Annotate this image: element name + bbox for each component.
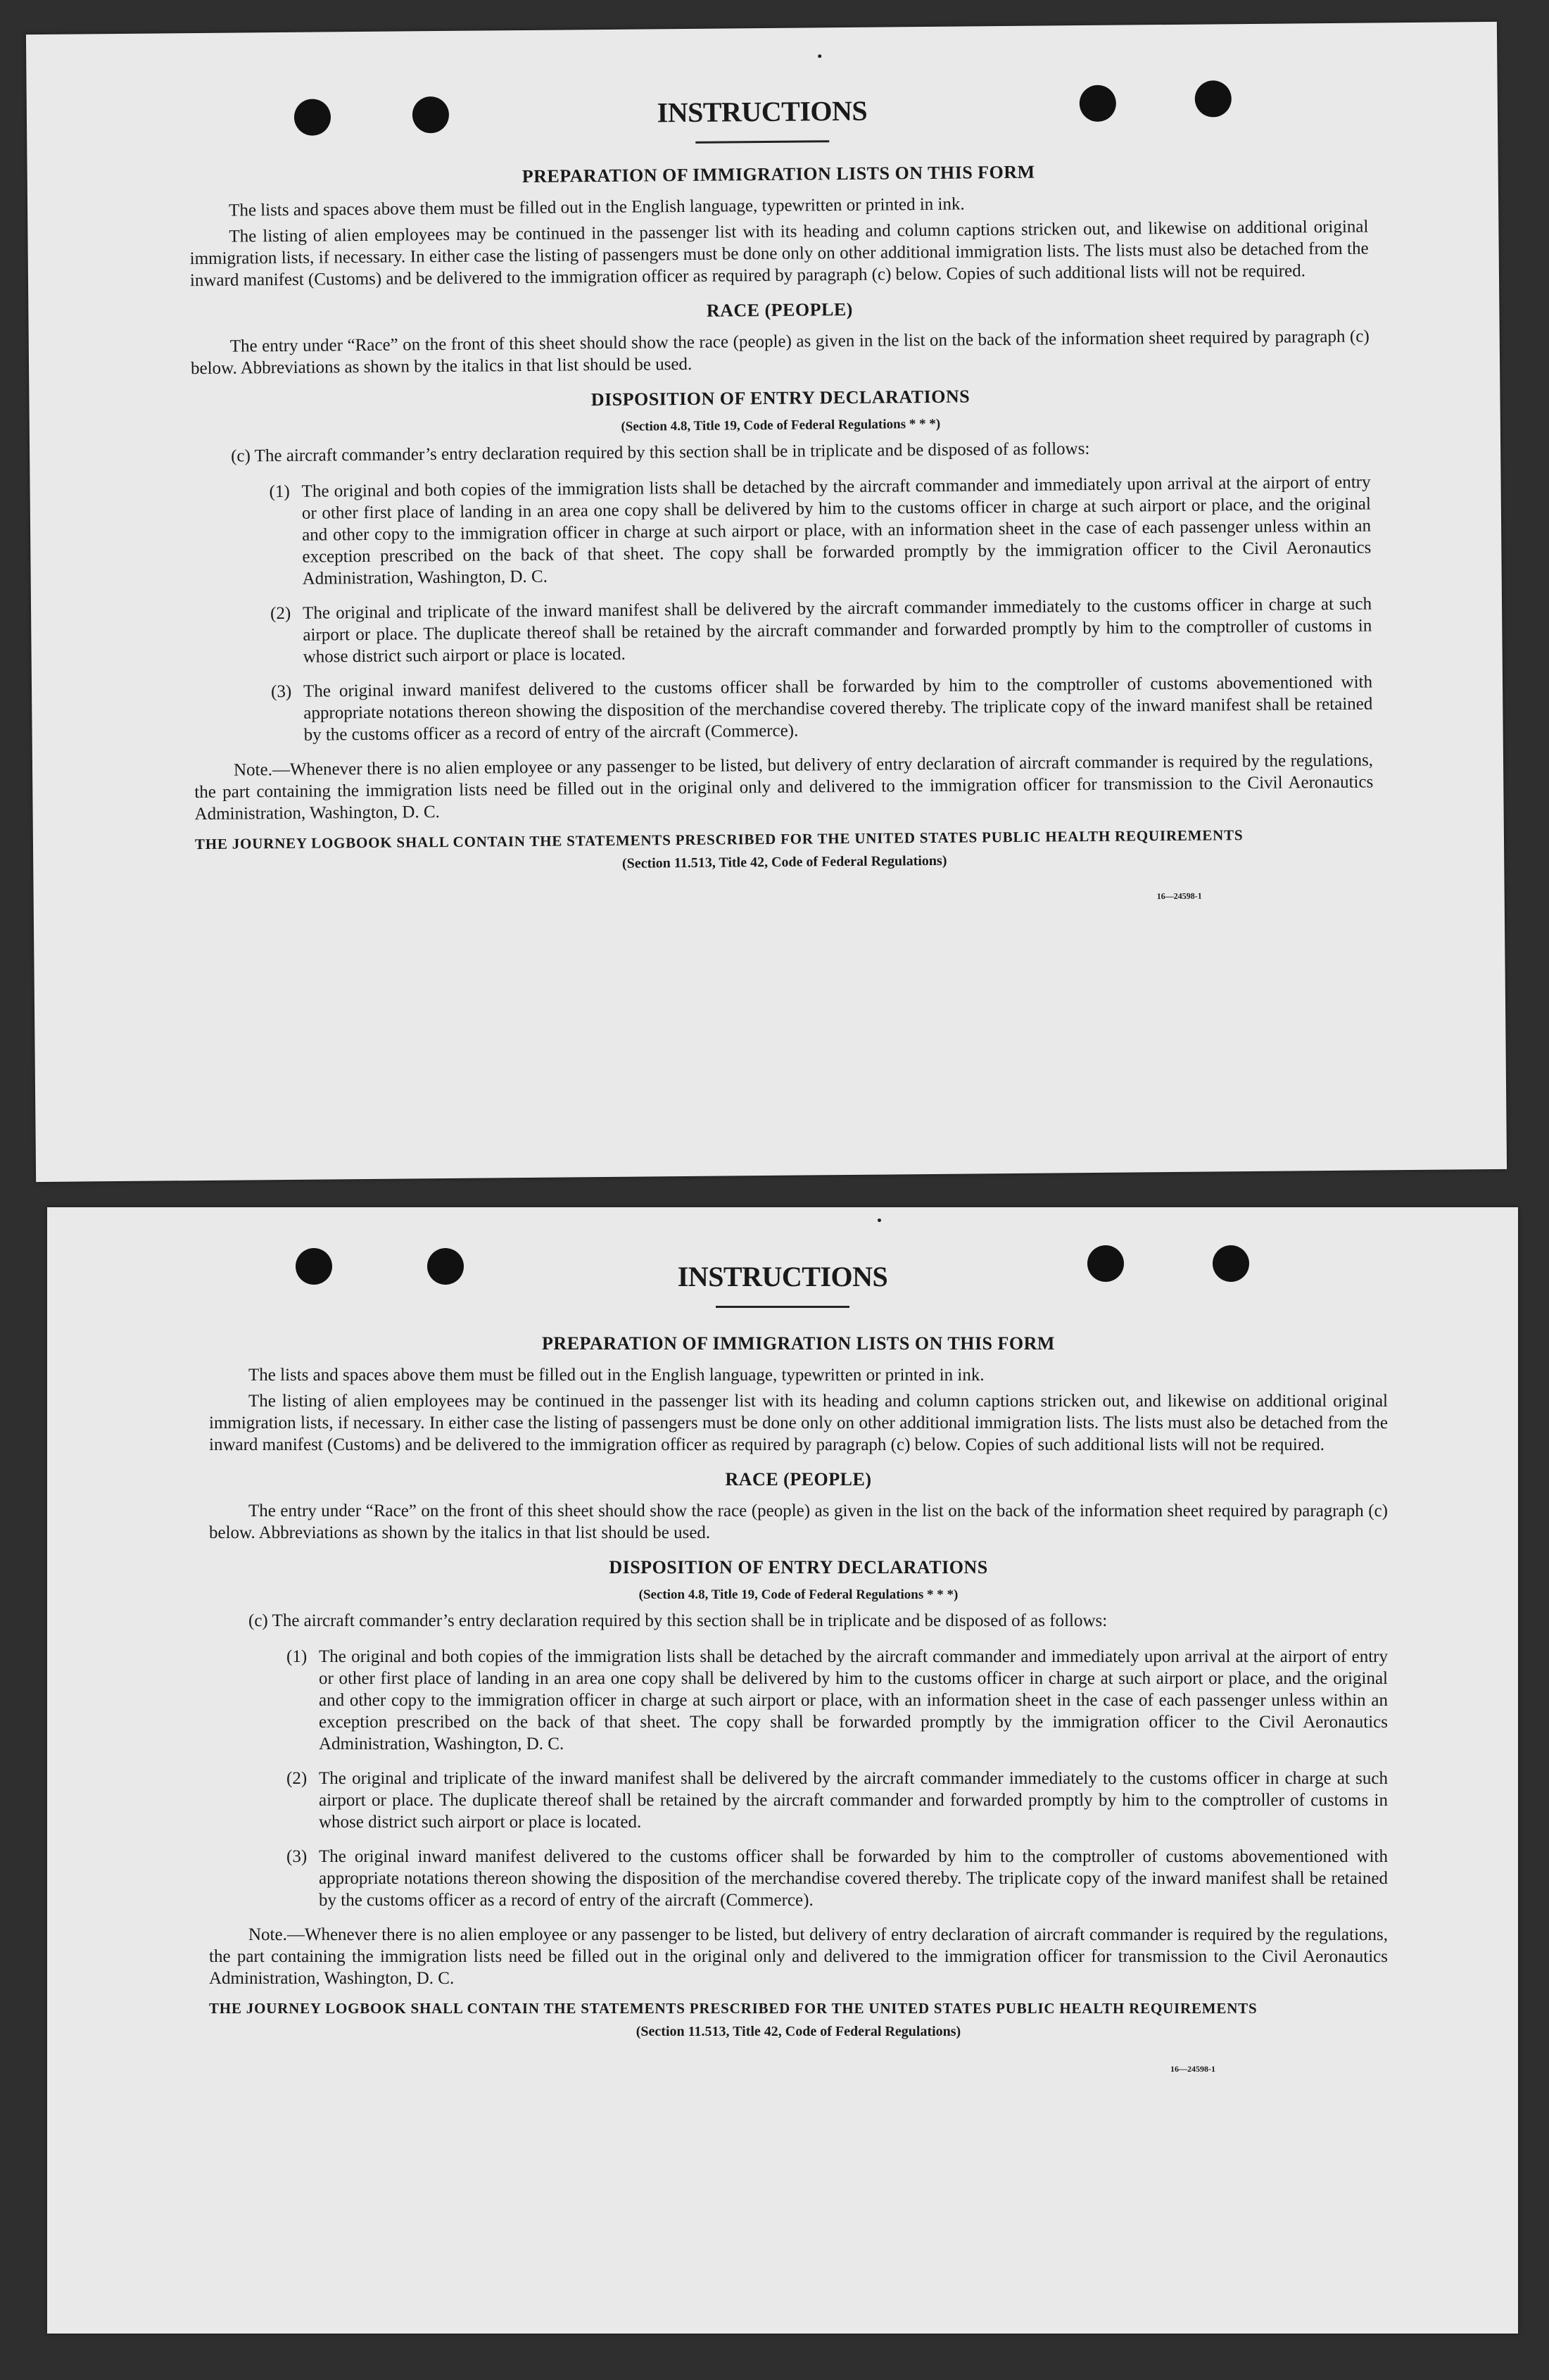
item-number: (1) bbox=[286, 1647, 308, 1666]
list-item bbox=[209, 1768, 1388, 1833]
instruction-sheet-bottom bbox=[47, 1207, 1518, 2334]
form-number: 16—24598-1 bbox=[1156, 890, 1202, 902]
paragraph-alien-employees: The listing of alien employees may be continued in the passenger list with its heading and column captions stricken out, and likewise on additional original immigration lists, if necessary. In either case the listing of passengers must be done only on other additional immigration lists. The lists must also be detached from the inward manifest (Customs) and be delivered to the immigration officer as required by paragraph (c) below. Copies of such additional lists will not be required. bbox=[189, 217, 1369, 291]
item-text: The original and triplicate of the inward manifest shall be delivered by the aircraft commander immediately to the customs officer in charge at such airport or place. The duplicate thereof shall be retained by the aircraft commander and forwarded promptly by him to the comptroller of customs in whose district such airport or place is located. bbox=[302, 594, 1372, 667]
paragraph-language: The lists and spaces above them must be filled out in the English language, typewritten or printed in ink. bbox=[248, 1366, 985, 1385]
item-number: (2) bbox=[286, 1769, 308, 1788]
paragraph-alien-employees: The listing of alien employees may be continued in the passenger list with its heading and column captions stricken out, and likewise on additional original immigration lists, if necessary. In either case the listing of passengers must be done only on other additional immigration lists. The lists must also be detached from the inward manifest (Customs) and be delivered to the immigration officer as required by paragraph (c) below. Copies of such additional lists will not be required. bbox=[209, 1392, 1388, 1454]
paragraph-race: The entry under “Race” on the front of this sheet should show the race (people) as given in the list on the back of the information sheet required by paragraph (c) below. Abbreviations as shown by the italics in that list should be used. bbox=[190, 327, 1370, 379]
note-paragraph: Note.—Whenever there is no alien employee or any passenger to be listed, but delivery of entry declaration of aircraft commander is required by the regulations, the part containing the immigration lists need be filled out in the original only and delivered to the immigration officer for transmission to the Civil Aeronautics Administration, Washington, D. C. bbox=[209, 1925, 1388, 1988]
title-underline bbox=[695, 140, 829, 144]
form-number: 16—24598-1 bbox=[1170, 2064, 1215, 2074]
list-item bbox=[209, 1846, 1388, 1911]
item-text: The original and both copies of the immigration lists shall be detached by the aircraft commander and immediately upon arrival at the airport of entry or other first place of landing in an area one copy shall be delivered by him to the customs officer in charge at such airport or place, and the original and other copy to the immigration officer in charge at such airport or place, with an information sheet in the case of each passenger unless within an exception prescribed on the back of that sheet. The copy shall be forwarded promptly by the immigration officer to the Civil Aeronautics Administration, Washington, D. C. bbox=[319, 1647, 1388, 1753]
item-text: The original inward manifest delivered to the customs officer shall be forwarded by him to the comptroller of customs abovementioned with appropriate notations thereon showing the disposition of the merchandise covered thereby. The triplicate copy of the inward manifest shall be retained by the customs officer as a record of entry of the aircraft (Commerce). bbox=[303, 672, 1373, 745]
note-paragraph: Note.—Whenever there is no alien employee or any passenger to be listed, but delivery of entry declaration of aircraft commander is required by the regulations, the part containing the immigration lists need be filled out in the original only and delivered to the immigration officer for transmission to the Civil Aeronautics Administration, Washington, D. C. bbox=[194, 750, 1374, 824]
item-text: The original inward manifest delivered to the customs officer shall be forwarded by him to the comptroller of customs abovementioned with appropriate notations thereon showing the disposition of the merchandise covered thereby. The triplicate copy of the inward manifest shall be retained by the customs officer as a record of entry of the aircraft (Commerce). bbox=[319, 1847, 1388, 1910]
paragraph-language: The lists and spaces above them must be filled out in the English language, typewritten or printed in ink. bbox=[229, 194, 965, 220]
citation-title-19: (Section 4.8, Title 19, Code of Federal Regulations * * *) bbox=[621, 416, 941, 434]
list-item bbox=[193, 593, 1372, 669]
heading-preparation: PREPARATION OF IMMIGRATION LISTS ON THIS FORM bbox=[521, 161, 1035, 187]
item-number: (3) bbox=[286, 1847, 308, 1866]
instruction-body bbox=[189, 158, 1374, 917]
page-title: INSTRUCTIONS bbox=[677, 1261, 888, 1292]
paragraph-c: (c) The aircraft commander’s entry declaration required by this section shall be in triplicate and be disposed of as follows: bbox=[248, 1611, 1108, 1630]
dust-speck bbox=[818, 54, 821, 58]
heading-disposition: DISPOSITION OF ENTRY DECLARATIONS bbox=[609, 1557, 988, 1578]
list-item bbox=[191, 472, 1371, 591]
heading-preparation: PREPARATION OF IMMIGRATION LISTS ON THIS FORM bbox=[542, 1333, 1055, 1354]
heading-race: RACE (PEOPLE) bbox=[706, 298, 854, 321]
list-item bbox=[194, 671, 1373, 747]
title-underline bbox=[716, 1306, 849, 1308]
item-text: The original and both copies of the immigration lists shall be detached by the aircraft commander and immediately upon arrival at the airport of entry or other first place of landing in an area one copy shall be delivered by him to the customs officer in charge at such airport or place, and the original and other copy to the immigration officer in charge at such airport or place, with an information sheet in the case of each passenger unless within an exception prescribed on the back of that sheet. The copy shall be forwarded promptly by the immigration officer to the Civil Aeronautics Administration, Washington, D. C. bbox=[301, 472, 1372, 588]
list-item bbox=[209, 1646, 1388, 1755]
item-text: The original and triplicate of the inward manifest shall be delivered by the aircraft commander immediately to the customs officer in charge at such airport or place. The duplicate thereof shall be retained by the aircraft commander and forwarded promptly by him to the comptroller of customs in whose district such airport or place is located. bbox=[319, 1769, 1388, 1832]
item-number: (3) bbox=[270, 681, 292, 702]
heading-disposition: DISPOSITION OF ENTRY DECLARATIONS bbox=[590, 386, 971, 410]
closing-statement: THE JOURNEY LOGBOOK SHALL CONTAIN THE STATEMENTS PRESCRIBED FOR THE UNITED STATES PUBLIC HEALTH REQUIREMENTS bbox=[209, 2000, 1258, 2017]
dust-speck bbox=[878, 1219, 881, 1222]
item-number: (2) bbox=[270, 603, 291, 624]
heading-race: RACE (PEOPLE) bbox=[725, 1469, 872, 1490]
instruction-body bbox=[209, 1333, 1388, 2080]
instruction-sheet-top bbox=[26, 22, 1507, 1182]
page-title: INSTRUCTIONS bbox=[657, 94, 868, 129]
citation-title-42: (Section 11.513, Title 42, Code of Federal Regulations) bbox=[636, 2024, 961, 2039]
item-number: (1) bbox=[269, 481, 290, 502]
citation-title-42: (Section 11.513, Title 42, Code of Federal Regulations) bbox=[621, 852, 947, 871]
closing-statement: THE JOURNEY LOGBOOK SHALL CONTAIN THE STATEMENTS PRESCRIBED FOR THE UNITED STATES PUBLIC HEALTH REQUIREMENTS bbox=[194, 826, 1244, 853]
paragraph-race: The entry under “Race” on the front of this sheet should show the race (people) as given in the list on the back of the information sheet required by paragraph (c) below. Abbreviations as shown by the italics in that list should be used. bbox=[209, 1501, 1388, 1542]
paragraph-c: (c) The aircraft commander’s entry declaration required by this section shall be in triplicate and be disposed of as follows: bbox=[231, 439, 1090, 466]
citation-title-19: (Section 4.8, Title 19, Code of Federal Regulations * * *) bbox=[638, 1587, 959, 1602]
